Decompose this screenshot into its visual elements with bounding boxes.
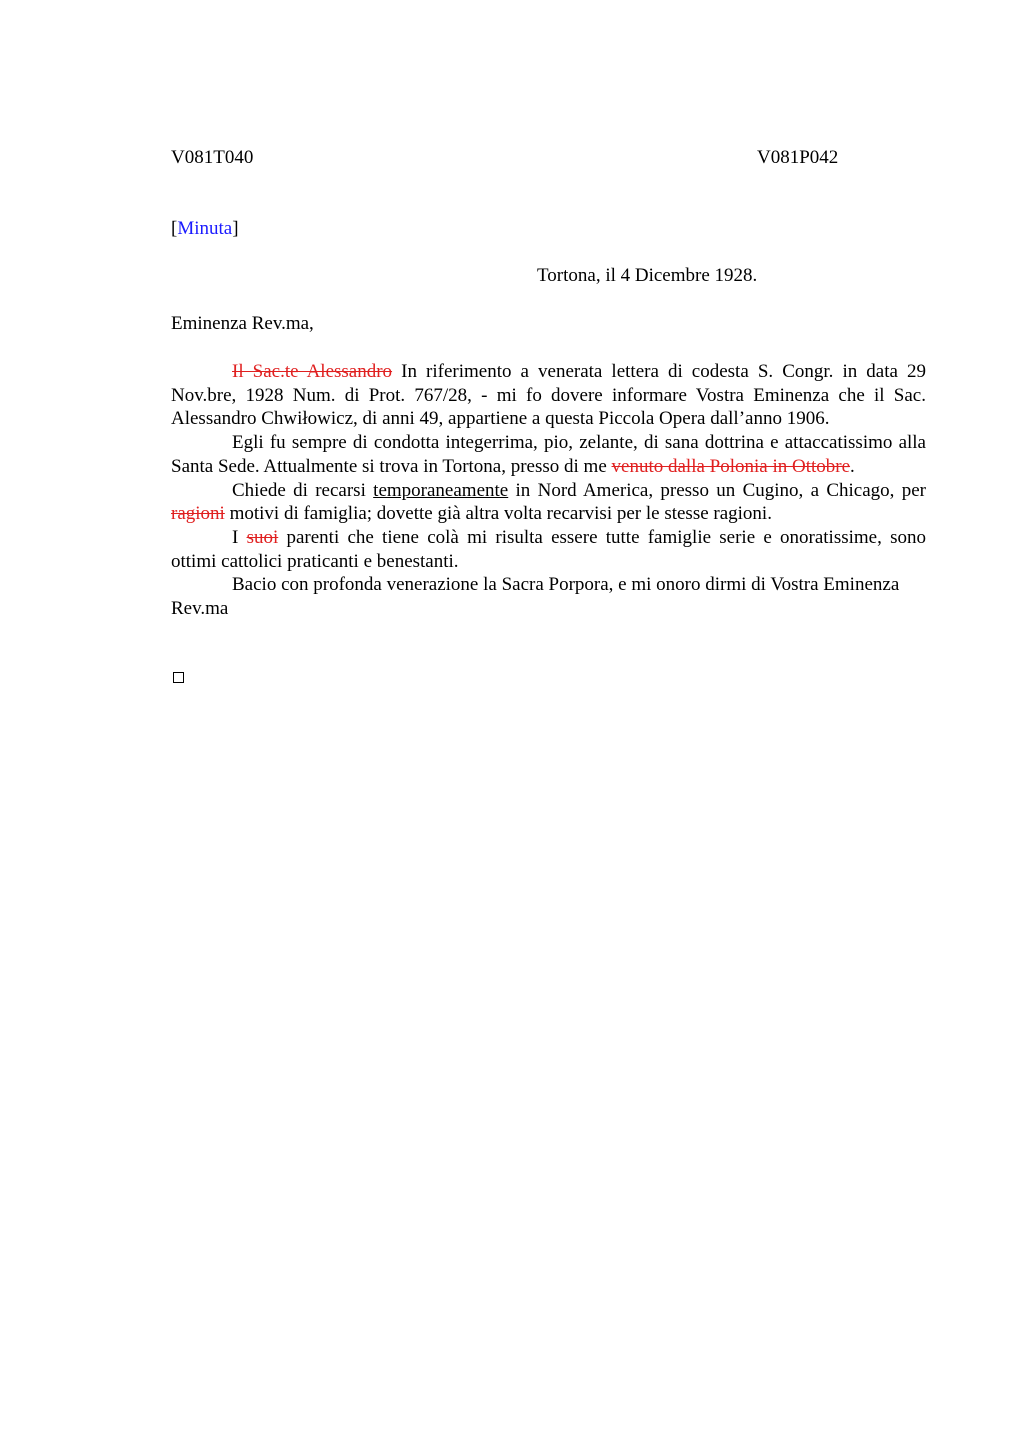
deleted-text: venuto dalla Polonia in Ottobre xyxy=(611,455,851,477)
paragraph-text: I xyxy=(232,526,247,548)
place-date-line: Tortona, il 4 Dicembre 1928. xyxy=(537,265,758,286)
minuta-label: Minuta xyxy=(177,218,233,239)
open-bracket: [ xyxy=(171,218,178,239)
checkbox-square-icon xyxy=(173,672,184,683)
reference-code-right: V081P042 xyxy=(757,147,839,168)
close-bracket: ] xyxy=(232,218,239,239)
underlined-text: temporaneamente xyxy=(373,479,509,501)
deleted-text: ragioni xyxy=(171,503,225,525)
paragraph-text: motivi di famiglia; dovette già altra volta recarvisi per le stesse ragioni. xyxy=(224,503,772,525)
letter-body xyxy=(171,360,926,621)
paragraph-5 xyxy=(171,573,926,620)
paragraph-3 xyxy=(171,479,926,526)
document-type-heading xyxy=(171,217,239,241)
paragraph-text: in Nord America, presso un Cugino, a Chicago, per xyxy=(508,479,926,501)
paragraph-text: Bacio con profonda venerazione la Sacra Porpora, e mi onoro dirmi di Vostra Eminenza Rev.ma xyxy=(171,574,900,620)
paragraph-4 xyxy=(171,526,926,573)
paragraph-text: parenti che tiene colà mi risulta essere tutte famiglie serie e onoratissime, sono ottimi cattolici praticanti e benestanti. xyxy=(171,526,926,572)
reference-code-left: V081T040 xyxy=(171,147,254,168)
deleted-text: Il Sac.te Alessandro xyxy=(232,361,393,382)
paragraph-text: In riferimento a venerata lettera di codesta S. Congr. in data 29 Nov.bre, 1928 Num. di Prot. 767/28, - mi fo dovere informare Vostra Eminenza che il Sac. Alessandro Chwiłowicz, di anni 49, appartiene a questa Piccola Opera dall’anno 1906. xyxy=(171,361,927,430)
paragraph-1 xyxy=(171,360,926,431)
paragraph-text: Chiede di recarsi xyxy=(232,479,374,501)
paragraph-2 xyxy=(171,431,926,478)
paragraph-end: . xyxy=(850,455,855,477)
salutation: Eminenza Rev.ma, xyxy=(171,313,314,334)
paragraph-text: Egli fu sempre di condotta integerrima, pio, zelante, di sana dottrina e attaccatissimo alla Santa Sede. Attualmente si trova in Tortona, presso di me xyxy=(171,432,926,477)
deleted-text: suoi xyxy=(246,526,279,548)
